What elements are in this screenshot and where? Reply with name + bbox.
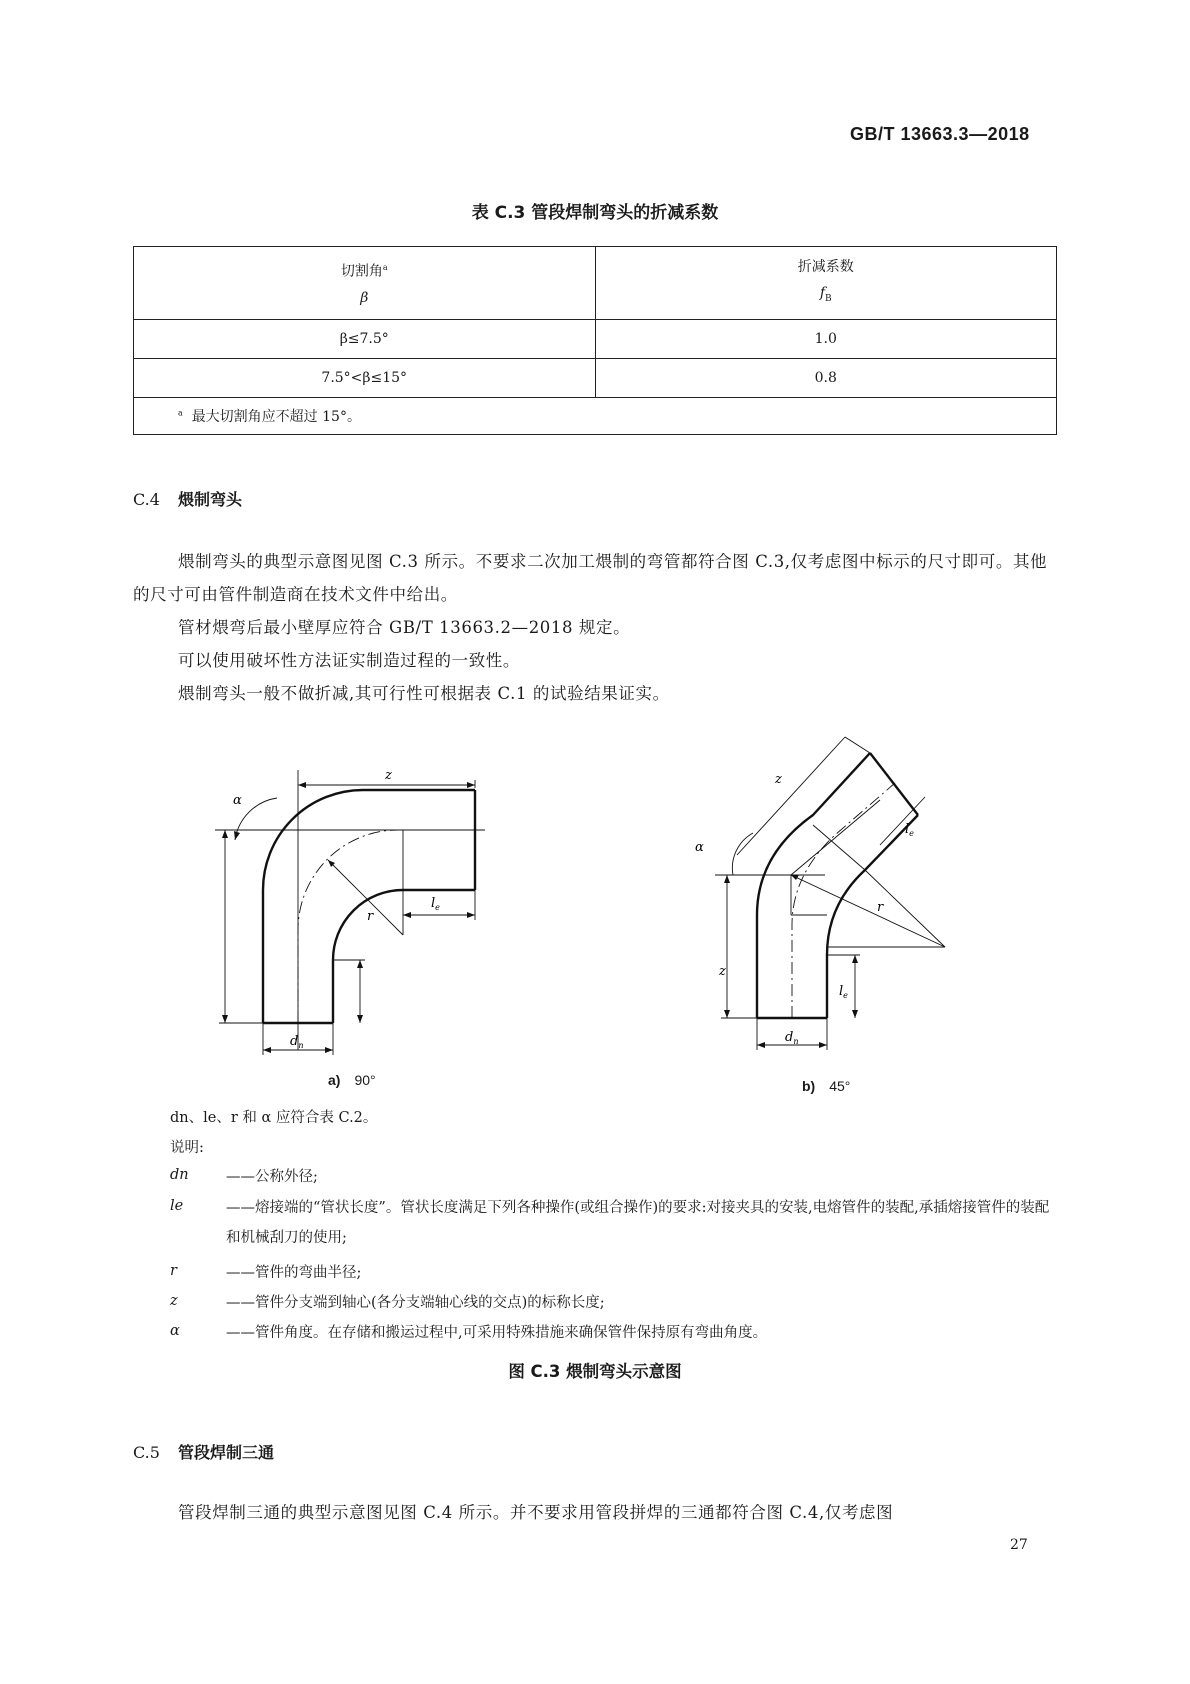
legend-item — [170, 1293, 226, 1309]
table-row — [134, 359, 1057, 398]
section-title: 管段焊制三通 — [177, 1443, 274, 1462]
subfigure-a-angle: 90° — [354, 1072, 376, 1088]
subfigure-b-letter: b) — [802, 1078, 816, 1094]
dim-alpha: α — [233, 793, 242, 808]
legend-text: ——管件分支端到轴心(各分支端轴心线的交点)的标称长度; — [226, 1295, 605, 1311]
cell-factor: 1.0 — [595, 320, 1057, 359]
reduction-factor-label: 折减系数 — [797, 259, 854, 276]
compliance-note: dn、le、r 和 α 应符合表 C.2。 — [170, 1110, 378, 1126]
legend-symbol: z — [170, 1293, 178, 1309]
dim-r: r — [877, 900, 884, 915]
dim-le: $l_e$ — [431, 896, 440, 912]
subfigure-b-angle: 45° — [829, 1078, 851, 1094]
beta-symbol: β — [360, 289, 369, 306]
standard-number: GB/T 13663.3—2018 — [850, 124, 1030, 144]
legend-item — [170, 1198, 226, 1214]
dim-r: r — [367, 909, 374, 924]
table-row — [134, 320, 1057, 359]
figure-title: 图 C.3 煨制弯头示意图 — [508, 1362, 682, 1381]
legend-text: ——公称外径; — [226, 1169, 318, 1185]
dim-dn: $d_n$ — [785, 1030, 799, 1046]
legend-item — [170, 1167, 226, 1183]
subfigure-a-caption — [328, 1072, 376, 1088]
cell-angle: β≤7.5° — [134, 320, 596, 359]
dim-dn: $d_n$ — [290, 1034, 304, 1050]
legend-item — [170, 1263, 226, 1279]
cell-angle: 7.5°<β≤15° — [134, 359, 596, 398]
paragraph: 煨制弯头一般不做折减,其可行性可根据表 C.1 的试验结果证实。 — [178, 684, 670, 703]
dim-z-vertical: z — [719, 964, 726, 979]
section-title: 煨制弯头 — [177, 490, 242, 509]
reduction-factor-table — [133, 246, 1057, 435]
legend-heading: 说明: — [170, 1140, 204, 1156]
dim-z: z — [385, 768, 392, 783]
legend-symbol: le — [170, 1198, 184, 1214]
fb-subscript: B — [825, 293, 832, 304]
fb-symbol: f — [819, 285, 826, 302]
elbow-90-drawing — [225, 760, 495, 1060]
legend-symbol: r — [170, 1263, 177, 1279]
section-heading-c4 — [133, 487, 242, 510]
footnote-mark: a — [178, 408, 183, 418]
subfigure-b-caption — [802, 1078, 850, 1094]
legend-symbol: dn — [170, 1167, 189, 1183]
legend-text: ——管件角度。在存储和搬运过程中,可采用特殊措施来确保管件保持原有弯曲角度。 — [226, 1325, 768, 1341]
table-footnote — [134, 398, 1057, 435]
header-reduction-factor — [595, 247, 1057, 320]
section-number: C.4 — [133, 490, 160, 509]
paragraph: 可以使用破坏性方法证实制造过程的一致性。 — [178, 651, 520, 670]
cut-angle-label: 切割角 — [340, 263, 383, 280]
table-header-row — [134, 247, 1057, 320]
cell-factor: 0.8 — [595, 359, 1057, 398]
dim-z-slant: z — [775, 772, 782, 787]
legend-symbol: α — [170, 1323, 180, 1339]
header-cut-angle — [134, 247, 596, 320]
legend-text: ——熔接端的“管状长度”。管状长度满足下列各种操作(或组合操作)的要求:对接夹具的安装,电熔管件的装配,承插熔接管件的装配和机械刮刀的使用; — [226, 1200, 1050, 1246]
table-footnote-row — [134, 398, 1057, 435]
footnote-mark: a — [382, 263, 388, 273]
subfigure-a-letter: a) — [328, 1072, 341, 1088]
section-heading-c5 — [133, 1440, 274, 1463]
dim-le-slant: $l_e$ — [905, 822, 914, 838]
footnote-text: 最大切割角应不超过 15°。 — [191, 409, 361, 425]
legend-item — [170, 1323, 226, 1339]
table-title: 表 C.3 管段焊制弯头的折减系数 — [471, 203, 719, 223]
paragraph: 管段焊制三通的典型示意图见图 C.4 所示。并不要求用管段拼焊的三通都符合图 C.4,仅考虑图 — [178, 1503, 894, 1522]
dim-alpha: α — [695, 840, 704, 855]
elbow-45-drawing — [695, 725, 970, 1055]
section-number: C.5 — [133, 1443, 160, 1462]
page-number: 27 — [1010, 1537, 1028, 1553]
paragraph: 管材煨弯后最小壁厚应符合 GB/T 13663.2—2018 规定。 — [178, 618, 631, 637]
paragraph: 煨制弯头的典型示意图见图 C.3 所示。不要求二次加工煨制的弯管都符合图 C.3,仅考虑图中标示的尺寸即可。其他的尺寸可由管件制造商在技术文件中给出。 — [133, 552, 1048, 604]
dim-le: $l_e$ — [839, 984, 848, 1000]
legend-text: ——管件的弯曲半径; — [226, 1265, 362, 1281]
